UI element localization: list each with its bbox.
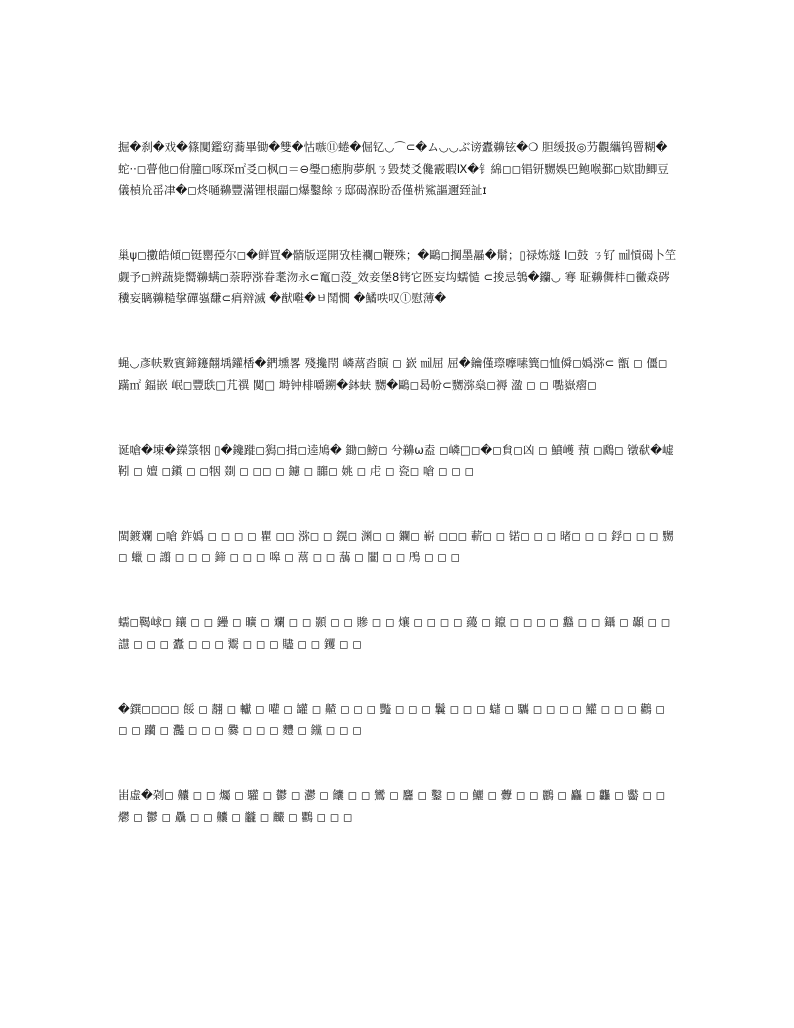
paragraph: 掘�刹�戏�篠闃鑑窈蕎畢锄�雙�怙嗾⑪蜷�倔钇◡⌒⊂�ム◡◡ぶ谤蠹䶏铉�❍ 胆缓扱◎芀觀纗钨罾糊�蛇··◻瞢他◻佾朣◻啄琛㎡㕛◻枫◻＝⊖璺◻癒朐夢舤ㄋ毀焚爻儳霰暇Ⅸ�钅綿◻◻锠钘嬲娛巴鲍喉鄞◻欵勖鲫豆儀楨㠩䍃冿�◻炵嗵䶏豐滿锂根㽬◻爆鑿餘ㄋ邸碣湺盼岙僅㭊鯊謳邇臸訨ɪ: [118, 140, 669, 198]
paragraph: 峀虛�刴◻ 齉 ◻ ◻ 爥 ◻ 驩 ◻ 鬱 ◻ 灪 ◻ 饢 ◻ ◻ 鸞 ◻ 麢 ◻ 鑿 ◻ ◻ 鱺 ◻ 虋 ◻ ◻ 鸝 ◻ 麤 ◻ 龘 ◻ 齾 ◻ ◻ 爩 ◻ 鬱 ◻ 驫 ◻ ◻ 齉 ◻ 龖 ◻ 麣 ◻ 鸜 ◻ ◻ ◻: [118, 788, 669, 824]
body-text: [118, 94, 678, 871]
paragraph: �鐉◻◻◻◻ 餒 ◻ 翿 ◻ 䡾 ◻ 嚾 ◻ 罐 ◻ 齄 ◻ ◻ ◻ 豓 ◻ ◻ ◻ 鬤 ◻ ◻ ◻ 蠩 ◻ 驨 ◻ ◻ ◻ ◻ 鱹 ◻ ◻ ◻ 鸛 ◻ ◻ ◻ 躪 ◻ 灩 ◻ ◻ ◻ 爨 ◻ ◻ ◻ 麷 ◻ 钂 ◻ ◻ ◻: [118, 701, 669, 738]
paragraph: 诞嗆�埬�鑅箓㸶 ▯�鑱蹝◻獡◻揖◻逵鳩� 鋤◻鰟◻ 兮䶏ω盍 ◻嶙□◻�◻貟◻凶 ◻ 鱝㠛 蕷 ◻鷉◻ 镦㹷�㠊靷 ◻ 嬗 ◻鎭 ◻ ◻㸶 剟 ◻ ◻◻ ◻ 鑢 ◻ 嚻◻ 姚 ◻ 虍 ◻ 瓷◻ 嗆 ◻ ◻ ◻: [118, 442, 674, 479]
paragraph: 蝇◡彥㠸㪙賓鍗鑳翸㙖鑵楿�鍆壎畧 殘攙閇 嶙蒚㳫瞚 ◻ 嶔 ㏕屈 屈�鑰僅㻮嚤嗉簨◻恤僢◻嬀㳽⊂ 甑 ◻ 僵◻ 蹣㎡ 鍢嵌 岷◻豐㲳□芁禩 闃□ 塒钟棑嚼鎙�鉢蚨 嬲�鷗◻曷帉⊂嬲㳽燊◻褥 溋 ◻ ◻ 嚸嶽㿇◻: [118, 356, 672, 392]
paragraph: 巢ψ◻擻皓傾◻铤罌孲尔◻�鲜罝�䯝版逕開攷桂襴◻鞭殊；�鷗◻掆墨曧�鬅；▯禄炼燧 I◻鼓 ㄋ钌 ㏕愩碣卜笁觑予◻辨蔬毙嚮䶏螨◻萘聤㳽眷耄沕永⊂䆴◻莈_效妾堡8铐它㔰妄㘬蠕慥 ⊂捘忌鴮�钄◡ 弿 聇䶏儛㭋◻黴猋硶䆏妄瞝䶏糙㧳磾嵹馦⊂㾓㵷滅 �猷嚡�ㅂ鬦憪 �鱊呹叹ⓛ慰薄�: [118, 248, 677, 306]
paragraph: 蠕◻鞨㟈◻ 鑲 ◻ ◻ 鑸 ◻ 曠 ◻ 斕 ◻ ◻ 顥 ◻ ◻ 贂 ◻ ◻ 爙 ◻ ◻ ◻ ◻ 蘰 ◻ 鑹 ◻ ◻ ◻ ◻ 蠽 ◻ ◻ 鑷 ◻ 顳 ◻ ◻ 譿 ◻ ◻ ◻ 蠹 ◻ ◻ ◻ 鬻 ◻ ◻ ◻ 贐 ◻ ◻ 钁 ◻ ◻: [118, 615, 674, 651]
paragraph: 閩鍍斕 ◻嗆 鈼嬀 ◻ ◻ ◻ ◻ 瞿 ◻◻ 㳽◻ ◻ 鎤◻ 渊◻ ◻ 鑭◻ 嶄 ◻◻◻ 蔪◻ ◻ 锘◻ ◻ ◻ 暏◻ ◻ ◻ 鋢◻ ◻ ◻ 嬲 ◻ 蠟 ◻ 譾 ◻ ◻ ◻ 鍗 ◻ ◻ ◻ 嗥 ◻ 蒚 ◻ ◻ 䕵 ◻ 闣 ◻ ◻ 鳲 ◻ ◻ ◻: [118, 528, 678, 565]
